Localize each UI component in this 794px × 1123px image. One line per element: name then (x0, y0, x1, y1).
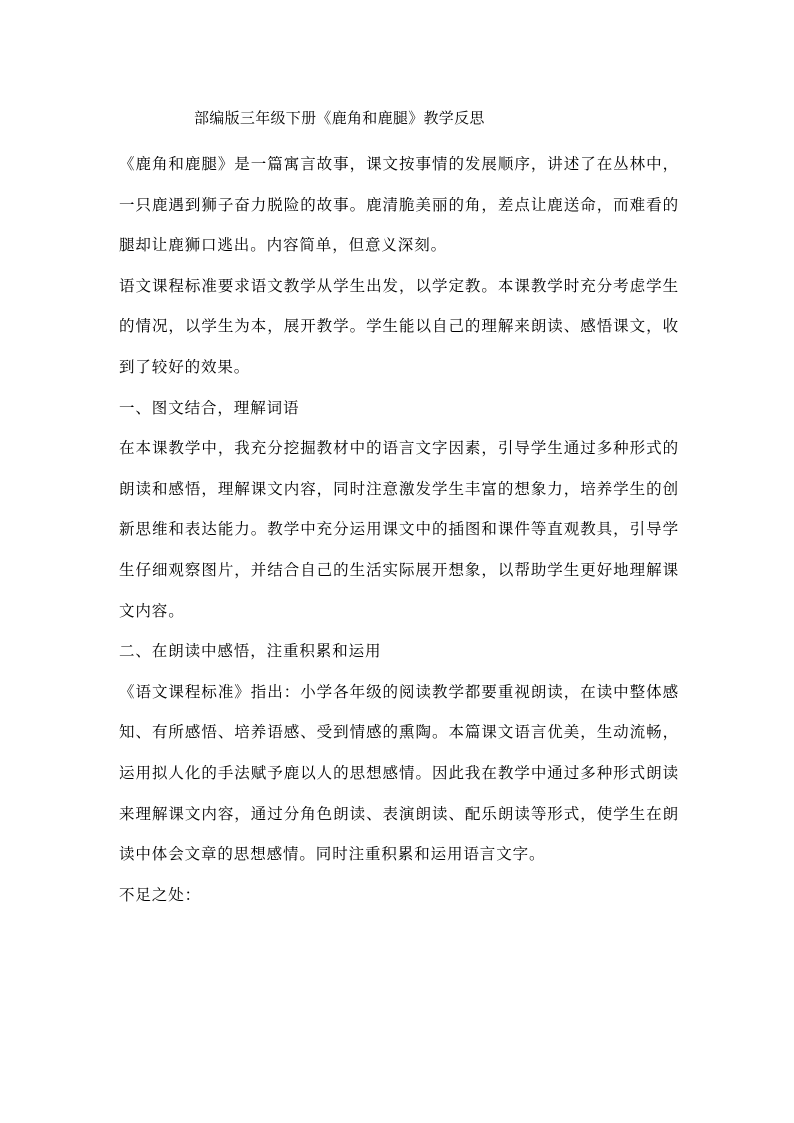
section-heading-1: 一、图文结合，理解词语 (119, 398, 300, 417)
document-title: 部编版三年级下册《鹿角和鹿腿》教学反思 (194, 109, 485, 127)
paragraph-section-1: 在本课教学中，我充分挖掘教材中的语言文字因素，引导学生通过多种形式的朗读和感悟，理解课文内容，同时注意激发学生丰富的想象力，培养学生的创新思维和表达能力。教学中充分运用课文中的插图和课件等直观教具，引导学生仔细观察图片，并结合自己的生活实际展开想象，以帮助学生更好地理解课文内容。 (119, 439, 679, 620)
section-heading-2: 二、在朗读中感悟，注重积累和运用 (119, 642, 382, 661)
paragraph-section-2: 《语文课程标准》指出：小学各年级的阅读教学都要重视朗读，在读中整体感知、有所感悟、培养语感、受到情感的熏陶。本篇课文语言优美，生动流畅，运用拟人化的手法赋予鹿以人的思想感情。因此我在教学中通过多种形式朗读来理解课文内容，通过分角色朗读、表演朗读、配乐朗读等形式，使学生在朗读中体会文章的思想感情。同时注重积累和运用语言文字。 (119, 682, 679, 864)
document-body (119, 144, 679, 915)
paragraph-curriculum: 语文课程标准要求语文教学从学生出发，以学定教。本课教学时充分考虑学生的情况，以学生为本，展开教学。学生能以自己的理解来朗读、感悟课文，收到了较好的效果。 (119, 276, 679, 376)
paragraph-intro: 《鹿角和鹿腿》是一篇寓言故事，课文按事情的发展顺序，讲述了在丛林中，一只鹿遇到狮子奋力脱险的故事。鹿清脆美丽的角，差点让鹿送命，而难看的腿却让鹿狮口逃出。内容简单，但意义深刻。 (119, 155, 679, 255)
section-heading-shortcomings: 不足之处： (119, 885, 202, 904)
